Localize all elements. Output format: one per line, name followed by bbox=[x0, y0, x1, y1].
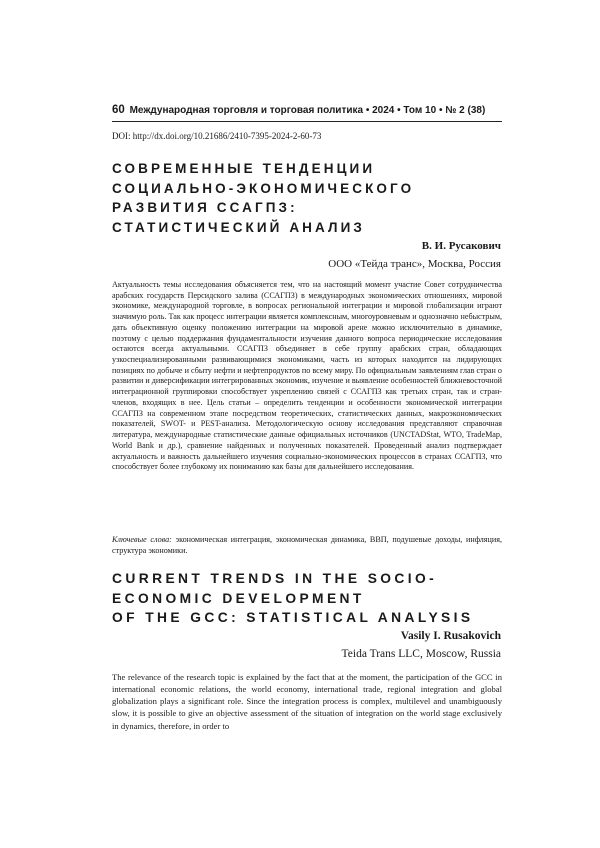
running-header bbox=[112, 104, 502, 116]
author-name-ru: В. И. Русакович bbox=[421, 240, 501, 252]
keywords-label: Ключевые слова: bbox=[112, 535, 172, 544]
article-title-en bbox=[112, 569, 502, 628]
abstract-en: The relevance of the research topic is explained by the fact that at the moment, the participation of the GCC in international economic relations, the world economy, international trade, regional integration and global globalization plays a significant role. Since the integration process is complex, multilevel and unambiguously slow, it is possible to give an objective assessment of the situation of integration on the world stage exclusively in dynamics, therefore, in order to bbox=[112, 672, 502, 731]
keywords-ru bbox=[112, 535, 502, 556]
page-number: 60 bbox=[112, 104, 125, 116]
doi-line: DOI: http://dx.doi.org/10.21686/2410-7395-2024-2-60-73 bbox=[112, 131, 322, 141]
abstract-ru: Актуальность темы исследования объясняется тем, что на настоящий момент участие Совет сотрудничества арабских государств Персидского залива (ССАГПЗ) в международных экономических отношениях, мировой экономике, международной торговле, в вопросах региональной интеграции и мировой глобализации играют значимую роль. Так как процесс интеграции является комплексным, многоуровневым и однозначно небыстрым, дать объективную оценку положению интеграции на мировой арене можно исключительно в динамике, поэтому с целью поддержания фундаментальности изучения данного вопроса периодические исследования остаются всегда актуальными. ССАГПЗ объединяет в себе группу арабских стран, обладающих узкоспециализированными развивающимися экономиками, часть из которых находится на лидирующих позициях по добыче и сбыту нефти и нефтепродуктов по всему миру. По официальным заявлениям глав стран о развитии и диверсификации интегрированных экономик, изучение и выявление особенностей ближневосточной интеграционной группировки способствует укреплению связей с ССАГПЗ как третьих стран, так и стран-членов, входящих в нее. Цель статьи – определить тенденции и особенности экономической интеграции ССАГПЗ на современном этапе посредством теоретических, статистических данных, макроэкономических показателей, SWOT- и PEST-анализа. Методологическую основу исследования представляют справочная литература, международные статистические данные официальных источников (UNCTADStat, WTO, TradeMap, World Bank и др.), сравнение найденных и полученных показателей. Проведенный анализ подтверждает актуальность и важность дальнейшего изучения социально-экономических процессов в странах ССАГПЗ, что способствует более глубокому их пониманию как базы для дальнейшего исследования. bbox=[112, 280, 502, 472]
header-rule bbox=[112, 121, 502, 122]
author-name-en: Vasily I. Rusakovich bbox=[400, 630, 501, 642]
author-affiliation-ru: ООО «Тейда транс», Москва, Россия bbox=[328, 258, 501, 270]
journal-running-title: Международная торговля и торговая политика • 2024 • Том 10 • № 2 (38) bbox=[129, 105, 486, 116]
title-line: СОЦИАЛЬНО-ЭКОНОМИЧЕСКОГО bbox=[112, 180, 415, 196]
article-title-ru bbox=[112, 159, 502, 237]
title-line: СОВРЕМЕННЫЕ ТЕНДЕНЦИИ bbox=[112, 161, 376, 176]
title-line: ECONOMIC DEVELOPMENT bbox=[112, 590, 365, 606]
title-line: CURRENT TRENDS IN THE SOCIO- bbox=[112, 571, 438, 586]
author-affiliation-en: Teida Trans LLC, Moscow, Russia bbox=[341, 648, 501, 660]
title-line: СТАТИСТИЧЕСКИЙ АНАЛИЗ bbox=[112, 219, 365, 235]
title-line: OF THE GCC: STATISTICAL ANALYSIS bbox=[112, 610, 474, 625]
title-line: РАЗВИТИЯ ССАГПЗ: bbox=[112, 200, 298, 215]
keywords-text: экономическая интеграция, экономическая динамика, ВВП, подушевые доходы, инфляция, структура экономики. bbox=[112, 535, 503, 555]
